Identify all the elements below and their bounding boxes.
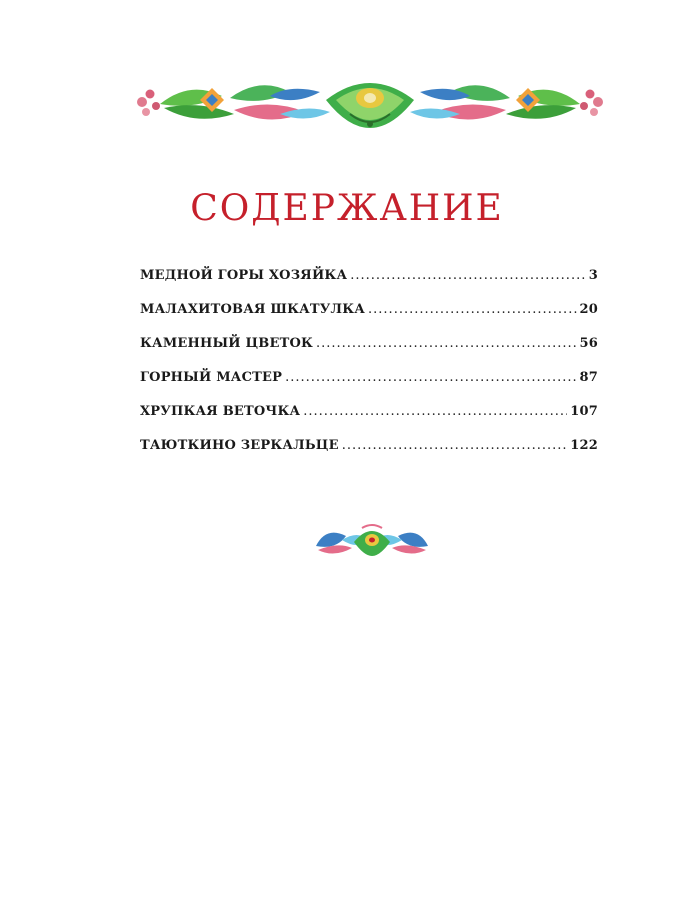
toc-entry-page: 87 bbox=[579, 370, 598, 385]
toc-entry-title: ГОРНЫЙ МАСТЕР bbox=[140, 370, 283, 385]
toc-entry-page: 56 bbox=[579, 336, 598, 351]
toc-entry-title: МЕДНОЙ ГОРЫ ХОЗЯЙКА bbox=[140, 268, 348, 283]
toc-entry-title: ТАЮТКИНО ЗЕРКАЛЬЦЕ bbox=[140, 438, 339, 453]
dot-leader bbox=[285, 370, 576, 385]
toc-entry bbox=[140, 370, 598, 404]
toc-entry bbox=[140, 404, 598, 438]
toc-entry-title: КАМЕННЫЙ ЦВЕТОК bbox=[140, 336, 313, 351]
toc-entry bbox=[140, 268, 598, 302]
toc-entry bbox=[140, 438, 598, 472]
toc-entry-title: ХРУПКАЯ ВЕТОЧКА bbox=[140, 404, 301, 419]
dot-leader bbox=[342, 438, 568, 453]
toc-entry bbox=[140, 336, 598, 370]
floral-vignette-icon bbox=[312, 522, 432, 558]
dot-leader bbox=[350, 268, 586, 283]
toc-entry-page: 3 bbox=[588, 268, 598, 283]
toc-entry bbox=[140, 302, 598, 336]
dot-leader bbox=[316, 336, 577, 351]
dot-leader bbox=[368, 302, 576, 317]
toc-entry-page: 107 bbox=[570, 404, 598, 419]
table-of-contents bbox=[140, 268, 598, 472]
page-title: СОДЕРЖАНИЕ bbox=[190, 188, 504, 229]
floral-border-icon bbox=[130, 70, 610, 132]
toc-entry-page: 122 bbox=[570, 438, 598, 453]
toc-entry-page: 20 bbox=[579, 302, 598, 317]
dot-leader bbox=[303, 404, 567, 419]
toc-entry-title: МАЛАХИТОВАЯ ШКАТУЛКА bbox=[140, 302, 366, 317]
